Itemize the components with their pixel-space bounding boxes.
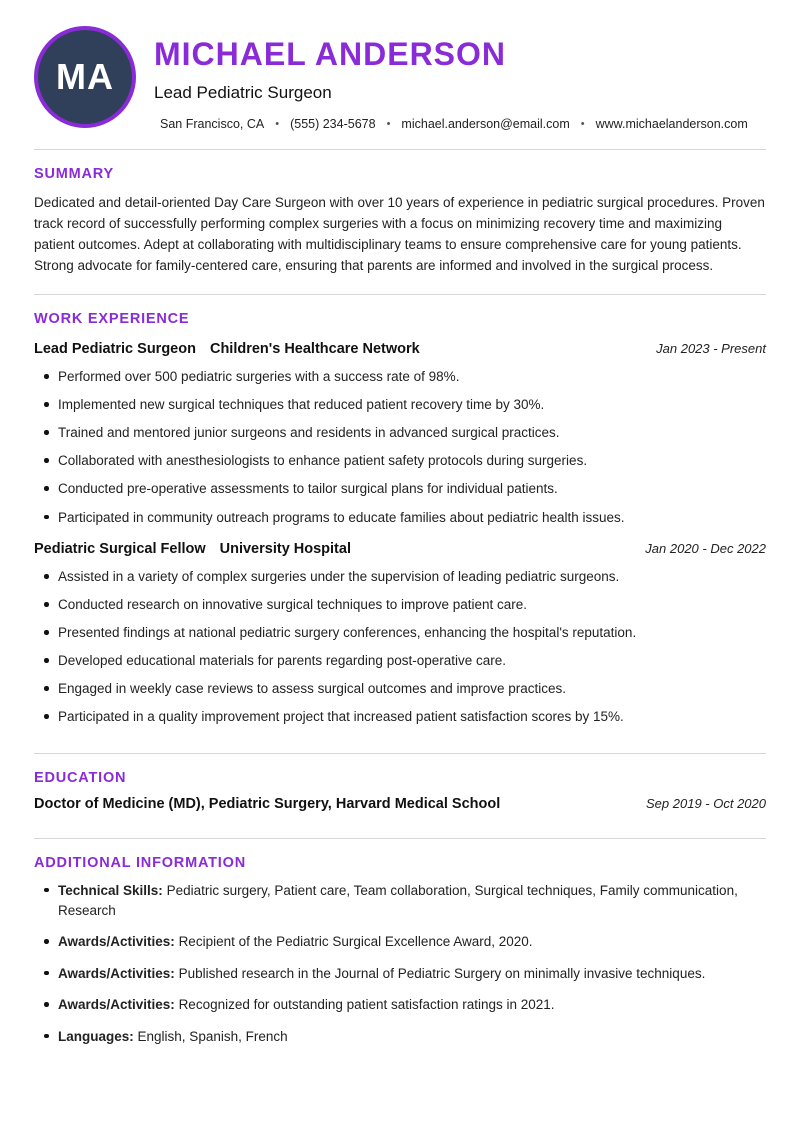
bullet-item: Developed educational materials for parents regarding post-operative care. bbox=[42, 651, 766, 671]
bullet-item: Presented findings at national pediatric surgery conferences, enhancing the hospital's reputation. bbox=[42, 623, 766, 643]
info-item bbox=[42, 881, 766, 920]
info-text: Recognized for outstanding patient satisfaction ratings in 2021. bbox=[178, 997, 555, 1013]
additional-info-list bbox=[34, 881, 766, 1046]
education-section bbox=[34, 770, 766, 812]
info-label: Languages: bbox=[58, 1028, 134, 1044]
info-item bbox=[42, 1027, 766, 1047]
info-label: Awards/Activities: bbox=[58, 934, 175, 950]
job-company: Children's Healthcare Network bbox=[209, 341, 420, 358]
job-dates: Jan 2020 - Dec 2022 bbox=[645, 541, 766, 557]
bullet-item: Collaborated with anesthesiologists to enhance patient safety protocols during surgeries. bbox=[42, 451, 766, 471]
job-entry bbox=[34, 341, 766, 527]
avatar-initials: MA bbox=[56, 56, 114, 97]
education-entry bbox=[34, 796, 766, 812]
contact-website: www.michaelanderson.com bbox=[595, 117, 748, 131]
info-text: Pediatric surgery, Patient care, Team collaboration, Surgical techniques, Family communication, Research bbox=[58, 882, 738, 918]
section-divider bbox=[34, 294, 766, 295]
info-label: Technical Skills: bbox=[58, 882, 163, 898]
info-label: Awards/Activities: bbox=[58, 997, 175, 1013]
job-dates: Jan 2023 - Present bbox=[656, 341, 766, 357]
summary-heading: SUMMARY bbox=[34, 166, 114, 182]
summary-section bbox=[34, 166, 766, 276]
contact-row bbox=[154, 117, 766, 131]
bullet-item: Trained and mentored junior surgeons and residents in advanced surgical practices. bbox=[42, 423, 766, 443]
bullet-item: Implemented new surgical techniques that reduced patient recovery time by 30%. bbox=[42, 395, 766, 415]
work-experience-heading: WORK EXPERIENCE bbox=[34, 311, 190, 328]
job-bullet-list bbox=[34, 567, 766, 727]
candidate-title: Lead Pediatric Surgeon bbox=[154, 83, 332, 102]
section-divider bbox=[34, 753, 766, 754]
additional-information-section bbox=[34, 855, 766, 1046]
header-text bbox=[154, 26, 766, 131]
resume-header bbox=[34, 26, 766, 131]
job-entry bbox=[34, 541, 766, 727]
info-text: English, Spanish, French bbox=[137, 1028, 288, 1044]
info-text: Recipient of the Pediatric Surgical Excellence Award, 2020. bbox=[178, 934, 533, 950]
job-position: Lead Pediatric Surgeon bbox=[34, 341, 196, 358]
contact-phone: (555) 234-5678 bbox=[290, 117, 376, 131]
bullet-item: Conducted research on innovative surgical techniques to improve patient care. bbox=[42, 595, 766, 615]
job-entry-header bbox=[34, 541, 766, 557]
work-experience-section bbox=[34, 311, 766, 727]
job-entry-header bbox=[34, 341, 766, 357]
contact-separator: • bbox=[386, 118, 391, 130]
candidate-name: MICHAEL ANDERSON bbox=[154, 36, 507, 72]
bullet-item: Assisted in a variety of complex surgeries under the supervision of leading pediatric surgeons. bbox=[42, 567, 766, 587]
contact-separator: • bbox=[580, 118, 585, 130]
education-degree: Doctor of Medicine (MD), Pediatric Surgery, Harvard Medical School bbox=[34, 795, 501, 812]
education-dates: Sep 2019 - Oct 2020 bbox=[646, 795, 766, 811]
avatar bbox=[34, 26, 136, 128]
additional-information-heading: ADDITIONAL INFORMATION bbox=[34, 854, 246, 871]
job-company: University Hospital bbox=[219, 541, 351, 558]
contact-location: San Francisco, CA bbox=[160, 117, 265, 131]
section-divider bbox=[34, 838, 766, 839]
summary-text: Dedicated and detail-oriented Day Care Surgeon with over 10 years of experience in pediatric surgical procedures. Proven track record of successfully performing complex surgeries with a focus on minimizing recovery time and maximizing patient outcomes. Adept at collaborating with multidisciplinary teams to ensure comprehensive care for young patients. Strong advocate for family-centered care, ensuring that parents are informed and involved in the surgical process. bbox=[34, 195, 765, 274]
info-text: Published research in the Journal of Pediatric Surgery on minimally invasive techniques. bbox=[178, 965, 706, 981]
info-label: Awards/Activities: bbox=[58, 965, 175, 981]
section-divider bbox=[34, 149, 766, 150]
bullet-item: Participated in community outreach programs to educate families about pediatric health issues. bbox=[42, 508, 766, 528]
job-title-line bbox=[34, 541, 351, 557]
education-heading: EDUCATION bbox=[34, 769, 127, 786]
contact-email: michael.anderson@email.com bbox=[401, 117, 570, 131]
info-item bbox=[42, 964, 766, 984]
job-position: Pediatric Surgical Fellow bbox=[34, 541, 206, 558]
bullet-item: Performed over 500 pediatric surgeries with a success rate of 98%. bbox=[42, 367, 766, 387]
job-title-line bbox=[34, 341, 420, 357]
bullet-item: Engaged in weekly case reviews to assess surgical outcomes and improve practices. bbox=[42, 679, 766, 699]
job-bullet-list bbox=[34, 367, 766, 527]
bullet-item: Conducted pre-operative assessments to tailor surgical plans for individual patients. bbox=[42, 479, 766, 499]
info-item bbox=[42, 932, 766, 952]
info-item bbox=[42, 995, 766, 1015]
bullet-item: Participated in a quality improvement project that increased patient satisfaction scores by 15%. bbox=[42, 707, 766, 727]
contact-separator: • bbox=[275, 118, 280, 130]
